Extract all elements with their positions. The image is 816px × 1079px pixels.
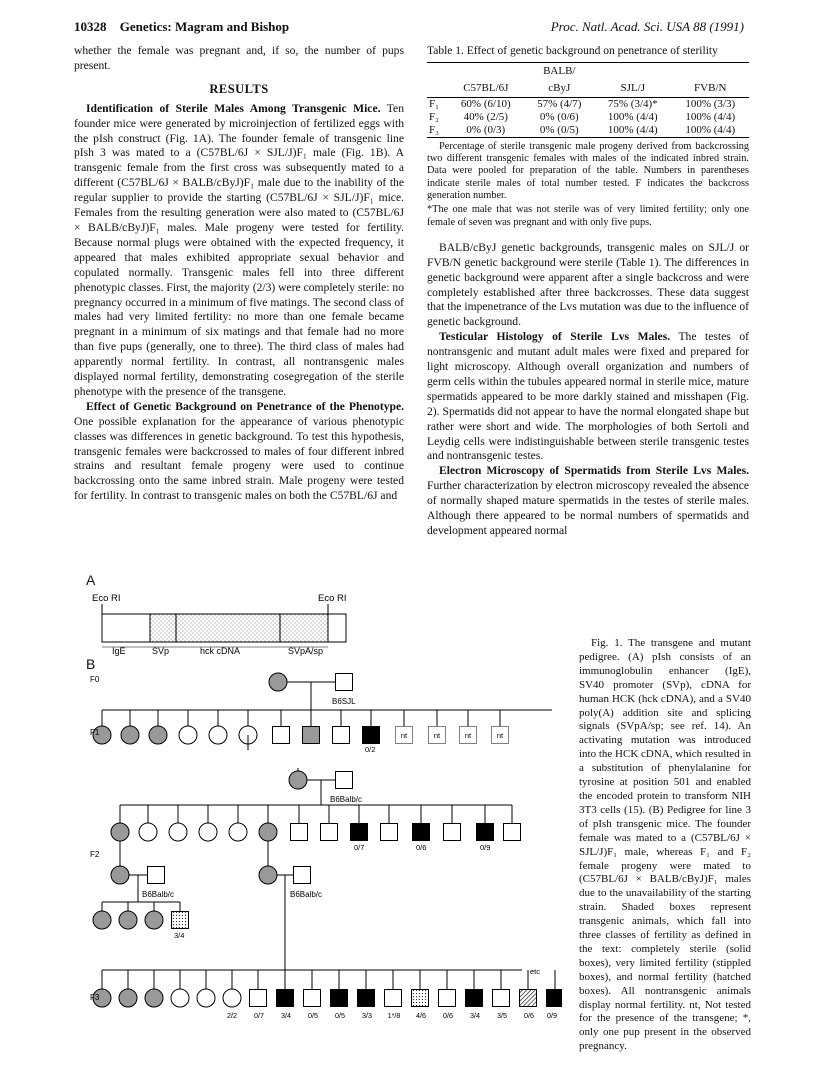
generation-cell: F₃ xyxy=(427,124,447,138)
generation-label: F0 xyxy=(90,675,100,684)
running-header xyxy=(74,19,289,35)
table-row xyxy=(427,124,749,138)
segment-label: SVp xyxy=(152,646,170,656)
generation-label: F2 xyxy=(90,850,100,859)
nt-label: nt xyxy=(464,731,472,740)
segment-svpa xyxy=(280,614,328,642)
fertility-count: 0/9 xyxy=(547,1011,557,1020)
male xyxy=(321,824,338,841)
male xyxy=(493,990,510,1007)
sterile-male xyxy=(466,990,483,1007)
fertility-count: 1*/8 xyxy=(387,1011,401,1020)
fertility-count: 3/5 xyxy=(497,1011,507,1020)
fertility-count: 0/6 xyxy=(416,843,427,852)
table-header-cell xyxy=(427,80,447,97)
table-cell: 57% (4/7) xyxy=(537,97,582,110)
page-number: 10328 xyxy=(74,19,107,34)
table-cell: 60% (6/10) xyxy=(460,97,511,110)
mate-label: B6Balb/c xyxy=(330,795,363,804)
fertility-count: 0/6 xyxy=(443,1011,453,1020)
table-1 xyxy=(427,62,749,138)
generation-cell: F₂ xyxy=(429,110,439,123)
section-testicular-histology xyxy=(427,330,749,464)
sterile-male xyxy=(351,824,368,841)
sterile-male xyxy=(363,727,380,744)
sterile-male xyxy=(331,990,348,1007)
section-body: The testes of nontransgenic and mutant adult males were fixed and prepared for light microscopy. Although overall organization and numbers of germ cells within the tubules appeared normal in sterile mice, mature spermatids appeared to be more darkly stained and misshapen (Fig. 2). Spermatids did not appear to have the normal elongated shape but rather were short and wide. The morphologies of both Sertoli and Leydig cells were indistinguishable between sterile transgenic testes and nontransgenic testes. xyxy=(427,330,749,463)
table-cell: 40% (2/5) xyxy=(463,110,508,123)
fertility-count: 3/4 xyxy=(281,1011,291,1020)
fertility-count: 3/4 xyxy=(174,931,185,940)
generation-cell: F₁ xyxy=(429,97,439,110)
limited-fertility-male xyxy=(172,912,189,929)
transgenic-female xyxy=(259,823,277,841)
table-cell: 0% (0/6) xyxy=(539,110,579,123)
transgenic-female xyxy=(111,866,129,884)
male xyxy=(333,727,350,744)
fertility-count: 4/6 xyxy=(416,1011,426,1020)
table-header-cell xyxy=(427,62,447,79)
male xyxy=(291,824,308,841)
transgenic-female xyxy=(269,673,287,691)
female xyxy=(209,726,227,744)
section-sterile-males xyxy=(74,102,404,400)
segment-ige xyxy=(102,614,150,642)
running-title: Genetics: Magram and Bishop xyxy=(119,19,290,34)
male xyxy=(304,990,321,1007)
section-title: Testicular Histology of Sterile Lvs Males. xyxy=(439,330,671,344)
table-header-cell xyxy=(594,62,671,79)
transgenic-female xyxy=(93,911,111,929)
nt-label: nt xyxy=(496,731,504,740)
fertility-count: 0/2 xyxy=(365,745,376,754)
table-cell: 75% (3/4)* xyxy=(607,97,658,110)
sterile-male xyxy=(547,990,563,1007)
fertility-count: 0/5 xyxy=(335,1011,345,1020)
results-heading: RESULTS xyxy=(209,81,269,96)
table-cell: 100% (3/3) xyxy=(685,97,736,110)
generation-label: F3 xyxy=(90,993,100,1002)
male xyxy=(148,867,165,884)
female xyxy=(179,726,197,744)
segment-hck-cdna xyxy=(176,614,280,642)
mate-label: B6Balb/c xyxy=(290,890,323,899)
transgenic-female xyxy=(145,911,163,929)
journal-citation: Proc. Natl. Acad. Sci. USA 88 (1991) xyxy=(550,19,744,34)
table-cell: 100% (4/4) xyxy=(672,124,749,138)
table-header-cell: SJL/J xyxy=(594,80,671,97)
segment-svp xyxy=(150,614,176,642)
limited-fertility-male xyxy=(412,990,429,1007)
table-header-cell: FVB/N xyxy=(672,80,749,97)
transgenic-female xyxy=(111,823,129,841)
transgenic-female xyxy=(259,866,277,884)
transgenic-female xyxy=(145,989,163,1007)
panel-a-label: A xyxy=(86,572,96,588)
table-cell: 0% (0/3) xyxy=(447,124,524,138)
transgenic-female xyxy=(119,989,137,1007)
sterile-male xyxy=(277,990,294,1007)
female xyxy=(171,989,189,1007)
table-header-cell: cByJ xyxy=(525,80,595,97)
fertility-count: 0/5 xyxy=(308,1011,318,1020)
female xyxy=(223,989,241,1007)
female xyxy=(169,823,187,841)
male xyxy=(381,824,398,841)
table-caption: Table 1. Effect of genetic background on penetrance of sterility xyxy=(427,45,718,57)
segment-label: IgE xyxy=(112,646,126,656)
male xyxy=(385,990,402,1007)
section-title: Identification of Sterile Males Among Transgenic Mice. xyxy=(86,101,381,115)
normal-fertility-male xyxy=(520,990,537,1007)
fertility-count: 0/7 xyxy=(354,843,365,852)
fertility-count: 3/3 xyxy=(362,1011,372,1020)
section-genetic-background xyxy=(74,400,404,504)
table-header-cell xyxy=(672,62,749,79)
caption-text: Fig. 1. The transgene and mutant pedigree. (A) pIsh consists of an immunoglobulin enhancer (IgE), SV40 promoter (SVp), cDNA for human HCK (hck cDNA), and a SV40 poly(A) addition site and splicing signals (SVpA/sp; see ref. 14). An activating mutation was introduced into the HCK cDNA, which resulted in a substitution of phenylalanine for tyrosine at position 501 and enabled the encoded protein to transform NIH 3T3 cells (15). (B) Pedigree for line 3 of pIsh transgenic mice. The founder female was mated to a (C57BL/6J × SJL/J)F₁ male, whereas F₁ and F₂ female progeny were mated to (C57BL/6J × BALB/cByJ)F₁ males due to the unavailability of the starting strain. Shaded boxes represent transgenic animals, which fall into three classes of fertility as defined in the text: completely sterile (solid boxes), very limited fertility (stippled boxes), and normal fertility (hatched boxes). All nontransgenic animals display normal fertility. nt, Not tested for the presence of the transgene; *, only one pup present in the observed pregnancy. xyxy=(579,637,751,1053)
transgenic-female xyxy=(289,771,307,789)
male xyxy=(294,867,311,884)
nt-label: nt xyxy=(433,731,441,740)
table-row xyxy=(427,111,749,124)
section-electron-microscopy xyxy=(427,464,749,539)
segment-end xyxy=(328,614,346,642)
transgenic-female xyxy=(149,726,167,744)
section-title: Electron Microscopy of Spermatids from Sterile Lvs Males. xyxy=(439,464,749,478)
fertility-count: 2/2 xyxy=(227,1011,237,1020)
table-cell: 0% (0/5) xyxy=(525,124,595,138)
figure-1 xyxy=(82,590,562,1060)
table-cell: 100% (4/4) xyxy=(685,110,736,123)
female xyxy=(229,823,247,841)
table-note: Percentage of sterile transgenic male progeny derived from backcrossing two different transgenic females with males of the indicated inbred strain. Data were pooled for preparation of the table. Numbers in parentheses indicate sterile males of total number tested. F indicates the backcross generation number. xyxy=(427,140,749,201)
table-header-cell: BALB/ xyxy=(525,62,595,79)
male xyxy=(504,824,521,841)
female xyxy=(139,823,157,841)
table-row xyxy=(427,97,749,111)
section-body: One possible explanation for the appearance of various phenotypic classes was differences in genetic background. To test this hypothesis, transgenic females were backcrossed to males of four different inbred strains and resultant female progeny were used to continue backcrossing onto the same inbred strain. Male progeny were tested for fertility. In contrast to transgenic males on both the C57BL/6J and xyxy=(74,414,404,503)
table-header-cell: C57BL/6J xyxy=(447,80,524,97)
ecori-left-label: Eco RI xyxy=(92,593,121,604)
male xyxy=(273,727,290,744)
etc-label: etc xyxy=(530,967,541,976)
paragraph-methods-end: whether the female was pregnant and, if so, the number of pups present. xyxy=(74,44,404,72)
paragraph-background-results: BALB/cByJ genetic backgrounds, transgenic males on SJL/J or FVB/N genetic background were sterile (Table 1). The differences in genetic background were apparent after a single backcross and were completely established after three backcrosses. These data suggest that the impenetrance of the Lvs mutation was due to the influence of genetic background. xyxy=(427,240,749,329)
male xyxy=(250,990,267,1007)
female xyxy=(199,823,217,841)
fertility-count: 0/7 xyxy=(254,1011,264,1020)
table-cell: 100% (4/4) xyxy=(607,110,658,123)
panel-b-label: B xyxy=(86,656,96,672)
segment-label: hck cDNA xyxy=(200,646,241,656)
transgenic-female xyxy=(119,911,137,929)
ecori-right-label: Eco RI xyxy=(318,593,347,604)
male xyxy=(336,674,353,691)
section-body: Further characterization by electron microscopy revealed the absence of normally shaped mature spermatids in the testes of sterile males. Although there appeared to be normal numbers of spermatids and development appeared normal xyxy=(427,479,749,538)
segment-label: SVpA/sp xyxy=(288,646,324,656)
fertility-count: 0/6 xyxy=(524,1011,534,1020)
sterile-male xyxy=(358,990,375,1007)
section-body: Ten founder mice were generated by microinjection of fertilized eggs with the pIsh construct (Fig. 1A). The founder female of transgenic line pIsh 3 was mated to a (C57BL/6J × SJL/J)F₁ male (Fig. 1B). A transgenic female from the first cross was subsequently mated to a different (C57BL/6J × BALB/cByJ)F₁ male due to the inability of the regular supplier to provide the starting (C57BL/6J × SJL/J)F₁ mice. Females from the resulting generation were also mated to (C57BL/6J × BALB/cByJ)F₁ males. Male progeny were tested for fertility. Because normal plugs were obtained with the expected frequency, it appeared that males exhibited appropriate sexual behavior and copulated normally. Transgenic males fell into three different phenotypic classes. First, the majority (2/3) were completely sterile: no pregnancy occurred in a minimum of five matings. The second class of males had very limited fertility: no more than one female became pregnant in a minimum of six matings and that female had no more than five pups (generally, one to three). The third class of males had apparently normal fertility. In contrast, all nontransgenic males displayed normal fertility, demonstrating cosegregation of the sterile phenotype with the presence of the transgene. xyxy=(74,101,405,398)
table-footnote: *The one male that was not sterile was of very limited fertility; only one female of seven was pregnant and with only five pups. xyxy=(427,204,749,228)
figure-1-caption xyxy=(579,637,751,1054)
right-column xyxy=(427,44,749,539)
left-column xyxy=(74,44,404,504)
fertility-count: 3/4 xyxy=(470,1011,480,1020)
table-cell: 100% (4/4) xyxy=(594,124,671,138)
fertility-count: 0/9 xyxy=(480,843,491,852)
male xyxy=(336,772,353,789)
transgenic-male xyxy=(303,727,320,744)
transgenic-female xyxy=(121,726,139,744)
table-header-cell xyxy=(447,62,524,79)
sterile-male xyxy=(413,824,430,841)
sterile-male xyxy=(477,824,494,841)
male xyxy=(439,990,456,1007)
section-title: Effect of Genetic Background on Penetrance of the Phenotype. xyxy=(86,399,404,413)
nt-label: nt xyxy=(400,731,408,740)
mate-label: B6Balb/c xyxy=(142,890,175,899)
generation-label: F1 xyxy=(90,728,100,737)
male xyxy=(444,824,461,841)
mate-label: B6SJL xyxy=(332,697,356,706)
female xyxy=(197,989,215,1007)
